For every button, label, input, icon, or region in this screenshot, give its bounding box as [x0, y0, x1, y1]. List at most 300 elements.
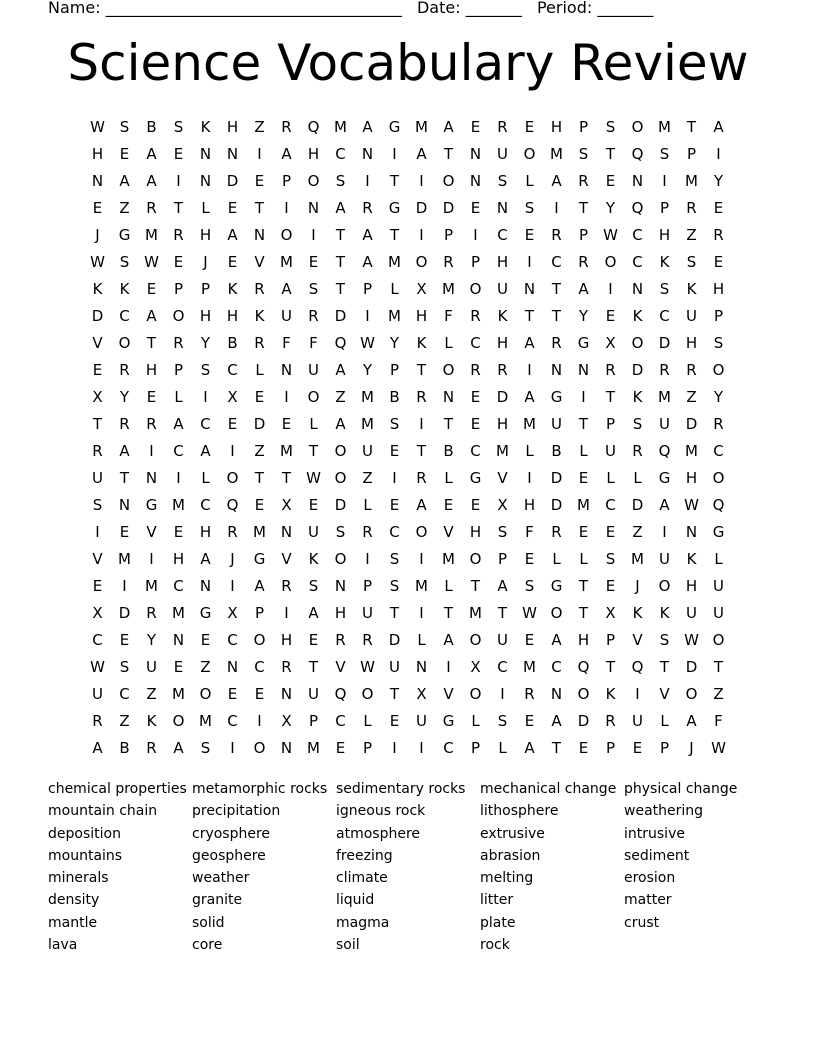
grid-letter[interactable]: H — [712, 280, 725, 298]
grid-letter[interactable]: I — [635, 685, 640, 703]
grid-letter[interactable]: S — [497, 172, 508, 190]
grid-letter[interactable]: A — [686, 712, 697, 730]
grid-letter[interactable]: M — [118, 550, 131, 568]
grid-letter[interactable]: T — [551, 739, 562, 757]
grid-letter[interactable]: Q — [712, 496, 725, 514]
grid-letter[interactable]: L — [579, 442, 588, 460]
grid-letter[interactable]: W — [684, 496, 699, 514]
grid-letter[interactable]: J — [203, 253, 208, 271]
grid-letter[interactable]: H — [550, 118, 563, 136]
grid-letter[interactable]: Z — [362, 469, 373, 487]
grid-letter[interactable]: V — [335, 658, 346, 676]
grid-letter[interactable]: O — [442, 361, 455, 379]
grid-letter[interactable]: C — [335, 145, 346, 163]
grid-letter[interactable]: I — [284, 199, 289, 217]
grid-letter[interactable]: V — [281, 550, 292, 568]
grid-letter[interactable]: W — [306, 469, 321, 487]
grid-letter[interactable]: L — [444, 334, 453, 352]
grid-letter[interactable]: I — [365, 307, 370, 325]
grid-letter[interactable]: K — [308, 550, 319, 568]
grid-letter[interactable]: X — [605, 604, 616, 622]
grid-letter[interactable]: N — [631, 172, 644, 190]
grid-letter[interactable]: M — [361, 415, 374, 433]
grid-letter[interactable]: L — [174, 388, 183, 406]
grid-letter[interactable]: C — [92, 631, 103, 649]
grid-letter[interactable]: U — [497, 145, 508, 163]
grid-letter[interactable]: K — [92, 280, 103, 298]
grid-letter[interactable]: A — [443, 631, 454, 649]
grid-letter[interactable]: C — [254, 658, 265, 676]
grid-letter[interactable]: M — [388, 307, 401, 325]
grid-letter[interactable]: I — [419, 415, 424, 433]
grid-letter[interactable]: E — [173, 253, 184, 271]
grid-letter[interactable]: G — [712, 523, 725, 541]
grid-letter[interactable]: E — [470, 199, 481, 217]
grid-letter[interactable]: C — [470, 442, 481, 460]
grid-letter[interactable]: H — [280, 631, 293, 649]
grid-letter[interactable]: I — [392, 469, 397, 487]
grid-letter[interactable]: P — [605, 415, 616, 433]
grid-letter[interactable]: O — [280, 226, 293, 244]
grid-letter[interactable]: D — [658, 334, 671, 352]
grid-letter[interactable]: I — [284, 388, 289, 406]
grid-letter[interactable]: E — [524, 226, 535, 244]
grid-letter[interactable]: S — [605, 550, 616, 568]
grid-letter[interactable]: S — [524, 199, 535, 217]
grid-letter[interactable]: O — [334, 469, 347, 487]
grid-letter[interactable]: Y — [713, 172, 724, 190]
grid-letter[interactable]: C — [632, 253, 643, 271]
grid-letter[interactable]: T — [254, 469, 265, 487]
grid-letter[interactable]: L — [471, 712, 480, 730]
grid-letter[interactable]: E — [308, 496, 319, 514]
grid-letter[interactable]: O — [415, 523, 428, 541]
grid-letter[interactable]: I — [608, 280, 613, 298]
grid-letter[interactable]: D — [91, 307, 104, 325]
grid-letter[interactable]: U — [92, 685, 103, 703]
grid-letter[interactable]: Y — [119, 388, 130, 406]
grid-letter[interactable]: I — [419, 550, 424, 568]
grid-letter[interactable]: H — [307, 145, 320, 163]
grid-letter[interactable]: D — [415, 199, 428, 217]
grid-letter[interactable]: K — [227, 280, 238, 298]
grid-letter[interactable]: O — [307, 172, 320, 190]
grid-letter[interactable]: O — [469, 685, 482, 703]
grid-letter[interactable]: O — [442, 172, 455, 190]
grid-letter[interactable]: T — [335, 253, 346, 271]
grid-letter[interactable]: P — [605, 631, 616, 649]
grid-letter[interactable]: A — [200, 550, 211, 568]
grid-letter[interactable]: T — [686, 118, 697, 136]
grid-letter[interactable]: I — [392, 739, 397, 757]
grid-letter[interactable]: V — [659, 685, 670, 703]
grid-letter[interactable]: I — [662, 172, 667, 190]
grid-letter[interactable]: U — [686, 307, 697, 325]
grid-letter[interactable]: L — [255, 361, 264, 379]
grid-letter[interactable]: A — [173, 415, 184, 433]
grid-letter[interactable]: H — [496, 253, 509, 271]
grid-letter[interactable]: P — [173, 280, 184, 298]
grid-letter[interactable]: I — [554, 199, 559, 217]
grid-letter[interactable]: E — [470, 496, 481, 514]
grid-letter[interactable]: K — [200, 118, 211, 136]
grid-letter[interactable]: N — [226, 145, 239, 163]
grid-letter[interactable]: U — [362, 604, 373, 622]
grid-letter[interactable]: I — [419, 604, 424, 622]
grid-letter[interactable]: S — [335, 523, 346, 541]
grid-letter[interactable]: H — [226, 118, 239, 136]
grid-letter[interactable]: L — [309, 415, 318, 433]
grid-letter[interactable]: E — [146, 388, 157, 406]
grid-letter[interactable]: A — [524, 388, 535, 406]
grid-letter[interactable]: T — [254, 199, 265, 217]
grid-letter[interactable]: H — [496, 334, 509, 352]
grid-letter[interactable]: M — [442, 550, 455, 568]
grid-letter[interactable]: P — [389, 361, 400, 379]
grid-letter[interactable]: E — [173, 145, 184, 163]
grid-letter[interactable]: Y — [605, 199, 616, 217]
grid-letter[interactable]: U — [686, 604, 697, 622]
grid-letter[interactable]: O — [577, 685, 590, 703]
grid-letter[interactable]: X — [470, 658, 481, 676]
grid-letter[interactable]: I — [230, 442, 235, 460]
grid-letter[interactable]: S — [686, 253, 697, 271]
grid-letter[interactable]: M — [145, 226, 158, 244]
grid-letter[interactable]: O — [469, 631, 482, 649]
grid-letter[interactable]: L — [417, 631, 426, 649]
grid-letter[interactable]: A — [362, 253, 373, 271]
grid-letter[interactable]: H — [199, 226, 212, 244]
grid-letter[interactable]: N — [550, 361, 563, 379]
grid-letter[interactable]: W — [90, 658, 105, 676]
grid-letter[interactable]: P — [578, 118, 589, 136]
grid-letter[interactable]: H — [226, 307, 239, 325]
grid-letter[interactable]: H — [685, 469, 698, 487]
grid-letter[interactable]: C — [443, 739, 454, 757]
grid-letter[interactable]: P — [605, 739, 616, 757]
grid-letter[interactable]: O — [118, 334, 131, 352]
grid-letter[interactable]: S — [524, 577, 535, 595]
grid-letter[interactable]: R — [605, 712, 616, 730]
grid-letter[interactable]: R — [497, 118, 508, 136]
grid-letter[interactable]: R — [497, 361, 508, 379]
grid-letter[interactable]: V — [443, 685, 454, 703]
grid-letter[interactable]: T — [308, 658, 319, 676]
grid-letter[interactable]: S — [308, 577, 319, 595]
grid-letter[interactable]: I — [230, 577, 235, 595]
grid-letter[interactable]: N — [280, 361, 293, 379]
grid-letter[interactable]: W — [603, 226, 618, 244]
grid-letter[interactable]: X — [227, 604, 238, 622]
grid-letter[interactable]: S — [713, 334, 724, 352]
grid-letter[interactable]: Q — [334, 334, 347, 352]
grid-letter[interactable]: L — [714, 550, 723, 568]
grid-letter[interactable]: M — [550, 145, 563, 163]
grid-letter[interactable]: N — [550, 685, 563, 703]
grid-letter[interactable]: O — [712, 361, 725, 379]
grid-letter[interactable]: E — [281, 415, 292, 433]
grid-letter[interactable]: R — [281, 118, 292, 136]
grid-letter[interactable]: N — [118, 496, 131, 514]
grid-letter[interactable]: Y — [362, 361, 373, 379]
grid-letter[interactable]: U — [551, 415, 562, 433]
grid-letter[interactable]: E — [605, 577, 616, 595]
grid-letter[interactable]: R — [254, 280, 265, 298]
grid-letter[interactable]: N — [280, 523, 293, 541]
grid-letter[interactable]: R — [119, 415, 130, 433]
grid-letter[interactable]: Q — [307, 118, 320, 136]
grid-letter[interactable]: D — [550, 469, 563, 487]
grid-letter[interactable]: R — [335, 631, 346, 649]
grid-letter[interactable]: C — [173, 442, 184, 460]
grid-letter[interactable]: C — [227, 361, 238, 379]
grid-letter[interactable]: G — [388, 199, 401, 217]
grid-letter[interactable]: Q — [631, 199, 644, 217]
grid-letter[interactable]: A — [335, 199, 346, 217]
grid-letter[interactable]: E — [254, 388, 265, 406]
grid-letter[interactable]: M — [280, 442, 293, 460]
grid-letter[interactable]: V — [92, 334, 103, 352]
grid-letter[interactable]: C — [227, 631, 238, 649]
grid-letter[interactable]: N — [199, 577, 212, 595]
grid-letter[interactable]: C — [227, 712, 238, 730]
grid-letter[interactable]: A — [443, 118, 454, 136]
grid-letter[interactable]: X — [497, 496, 508, 514]
grid-letter[interactable]: A — [551, 712, 562, 730]
grid-letter[interactable]: N — [199, 145, 212, 163]
grid-letter[interactable]: O — [604, 253, 617, 271]
grid-letter[interactable]: T — [524, 307, 535, 325]
grid-letter[interactable]: Z — [632, 523, 643, 541]
grid-letter[interactable]: I — [122, 577, 127, 595]
grid-letter[interactable]: P — [686, 145, 697, 163]
grid-letter[interactable]: E — [119, 145, 130, 163]
grid-letter[interactable]: D — [496, 388, 509, 406]
grid-letter[interactable]: E — [308, 253, 319, 271]
grid-letter[interactable]: O — [172, 307, 185, 325]
grid-letter[interactable]: A — [146, 172, 157, 190]
grid-letter[interactable]: I — [473, 226, 478, 244]
grid-letter[interactable]: W — [144, 253, 159, 271]
grid-letter[interactable]: E — [713, 199, 724, 217]
grid-letter[interactable]: U — [308, 523, 319, 541]
grid-letter[interactable]: M — [172, 604, 185, 622]
grid-letter[interactable]: E — [254, 496, 265, 514]
grid-letter[interactable]: R — [173, 226, 184, 244]
grid-letter[interactable]: R — [281, 577, 292, 595]
grid-letter[interactable]: V — [92, 550, 103, 568]
grid-letter[interactable]: K — [146, 712, 157, 730]
grid-letter[interactable]: D — [550, 496, 563, 514]
grid-letter[interactable]: O — [226, 469, 239, 487]
grid-letter[interactable]: C — [551, 253, 562, 271]
grid-letter[interactable]: R — [551, 334, 562, 352]
grid-letter[interactable]: Q — [226, 496, 239, 514]
name-blank[interactable]: _____________________________________ — [105, 0, 402, 17]
grid-letter[interactable]: O — [550, 604, 563, 622]
grid-letter[interactable]: N — [469, 145, 482, 163]
grid-letter[interactable]: X — [227, 388, 238, 406]
grid-letter[interactable]: P — [281, 172, 292, 190]
grid-letter[interactable]: M — [577, 496, 590, 514]
grid-letter[interactable]: Q — [577, 658, 590, 676]
grid-letter[interactable]: P — [659, 199, 670, 217]
grid-letter[interactable]: S — [119, 253, 130, 271]
grid-letter[interactable]: G — [118, 226, 131, 244]
grid-letter[interactable]: H — [199, 307, 212, 325]
grid-letter[interactable]: R — [632, 442, 643, 460]
grid-letter[interactable]: N — [685, 523, 698, 541]
grid-letter[interactable]: L — [525, 172, 534, 190]
grid-letter[interactable]: O — [685, 685, 698, 703]
grid-letter[interactable]: N — [523, 280, 536, 298]
grid-letter[interactable]: G — [577, 334, 590, 352]
grid-letter[interactable]: A — [551, 631, 562, 649]
grid-letter[interactable]: R — [146, 604, 157, 622]
grid-letter[interactable]: S — [200, 739, 211, 757]
grid-letter[interactable]: D — [334, 307, 347, 325]
grid-letter[interactable]: K — [119, 280, 130, 298]
grid-letter[interactable]: J — [689, 739, 694, 757]
grid-letter[interactable]: H — [577, 631, 590, 649]
grid-letter[interactable]: R — [713, 226, 724, 244]
grid-letter[interactable]: V — [254, 253, 265, 271]
grid-letter[interactable]: S — [632, 415, 643, 433]
grid-letter[interactable]: O — [253, 631, 266, 649]
grid-letter[interactable]: M — [469, 604, 482, 622]
grid-letter[interactable]: A — [119, 172, 130, 190]
grid-letter[interactable]: M — [361, 388, 374, 406]
grid-letter[interactable]: E — [605, 523, 616, 541]
grid-letter[interactable]: Q — [658, 442, 671, 460]
grid-letter[interactable]: A — [524, 334, 535, 352]
grid-letter[interactable]: P — [173, 361, 184, 379]
grid-letter[interactable]: E — [254, 685, 265, 703]
grid-letter[interactable]: L — [525, 442, 534, 460]
grid-letter[interactable]: O — [361, 685, 374, 703]
grid-letter[interactable]: D — [334, 496, 347, 514]
grid-letter[interactable]: G — [253, 550, 266, 568]
grid-letter[interactable]: D — [631, 361, 644, 379]
grid-letter[interactable]: A — [92, 739, 103, 757]
grid-letter[interactable]: P — [713, 307, 724, 325]
grid-letter[interactable]: O — [334, 550, 347, 568]
grid-letter[interactable]: Z — [335, 388, 346, 406]
grid-letter[interactable]: L — [390, 280, 399, 298]
grid-letter[interactable]: R — [92, 442, 103, 460]
grid-letter[interactable]: Z — [254, 118, 265, 136]
grid-letter[interactable]: C — [335, 712, 346, 730]
grid-letter[interactable]: X — [92, 604, 103, 622]
grid-letter[interactable]: S — [659, 145, 670, 163]
grid-letter[interactable]: P — [308, 712, 319, 730]
grid-letter[interactable]: E — [605, 307, 616, 325]
grid-letter[interactable]: E — [173, 658, 184, 676]
grid-letter[interactable]: S — [119, 118, 130, 136]
grid-letter[interactable]: T — [335, 226, 346, 244]
grid-letter[interactable]: F — [309, 334, 318, 352]
grid-letter[interactable]: D — [631, 496, 644, 514]
grid-letter[interactable]: I — [446, 658, 451, 676]
grid-letter[interactable]: W — [90, 118, 105, 136]
grid-letter[interactable]: S — [200, 361, 211, 379]
grid-letter[interactable]: S — [335, 172, 346, 190]
grid-letter[interactable]: N — [631, 280, 644, 298]
grid-letter[interactable]: A — [416, 496, 427, 514]
grid-letter[interactable]: Q — [334, 685, 347, 703]
grid-letter[interactable]: H — [685, 577, 698, 595]
grid-letter[interactable]: W — [684, 631, 699, 649]
grid-letter[interactable]: H — [469, 523, 482, 541]
grid-letter[interactable]: C — [119, 307, 130, 325]
grid-letter[interactable]: K — [632, 388, 643, 406]
grid-letter[interactable]: H — [172, 550, 185, 568]
grid-letter[interactable]: L — [579, 550, 588, 568]
grid-letter[interactable]: E — [389, 712, 400, 730]
grid-letter[interactable]: U — [497, 631, 508, 649]
grid-letter[interactable]: O — [631, 334, 644, 352]
grid-letter[interactable]: V — [146, 523, 157, 541]
grid-letter[interactable]: C — [605, 496, 616, 514]
grid-letter[interactable]: T — [605, 658, 616, 676]
grid-letter[interactable]: G — [550, 388, 563, 406]
grid-letter[interactable]: I — [176, 469, 181, 487]
grid-letter[interactable]: N — [307, 199, 320, 217]
grid-letter[interactable]: R — [146, 199, 157, 217]
grid-letter[interactable]: G — [469, 469, 482, 487]
grid-letter[interactable]: P — [497, 550, 508, 568]
grid-letter[interactable]: E — [389, 496, 400, 514]
grid-letter[interactable]: S — [497, 712, 508, 730]
grid-letter[interactable]: K — [416, 334, 427, 352]
grid-letter[interactable]: R — [254, 334, 265, 352]
grid-letter[interactable]: T — [389, 172, 400, 190]
grid-letter[interactable]: A — [119, 442, 130, 460]
grid-letter[interactable]: C — [713, 442, 724, 460]
grid-letter[interactable]: V — [443, 523, 454, 541]
grid-letter[interactable]: C — [200, 415, 211, 433]
grid-letter[interactable]: C — [497, 658, 508, 676]
grid-letter[interactable]: M — [523, 415, 536, 433]
grid-letter[interactable]: E — [605, 172, 616, 190]
grid-letter[interactable]: I — [419, 226, 424, 244]
grid-letter[interactable]: U — [308, 361, 319, 379]
date-blank[interactable]: _______ — [465, 0, 522, 17]
grid-letter[interactable]: M — [523, 658, 536, 676]
grid-letter[interactable]: E — [470, 118, 481, 136]
grid-letter[interactable]: U — [713, 577, 724, 595]
grid-letter[interactable]: X — [416, 685, 427, 703]
grid-letter[interactable]: X — [92, 388, 103, 406]
grid-letter[interactable]: M — [442, 280, 455, 298]
grid-letter[interactable]: I — [419, 172, 424, 190]
grid-letter[interactable]: Z — [119, 199, 130, 217]
grid-letter[interactable]: E — [254, 172, 265, 190]
grid-letter[interactable]: A — [146, 307, 157, 325]
grid-letter[interactable]: T — [416, 361, 427, 379]
grid-letter[interactable]: H — [91, 145, 104, 163]
grid-letter[interactable]: A — [524, 739, 535, 757]
grid-letter[interactable]: R — [416, 469, 427, 487]
grid-letter[interactable]: U — [281, 307, 292, 325]
grid-letter[interactable]: Y — [389, 334, 400, 352]
grid-letter[interactable]: U — [416, 712, 427, 730]
grid-letter[interactable]: M — [685, 172, 698, 190]
grid-letter[interactable]: E — [335, 739, 346, 757]
grid-letter[interactable]: R — [605, 361, 616, 379]
grid-letter[interactable]: I — [500, 685, 505, 703]
grid-letter[interactable]: K — [686, 550, 697, 568]
